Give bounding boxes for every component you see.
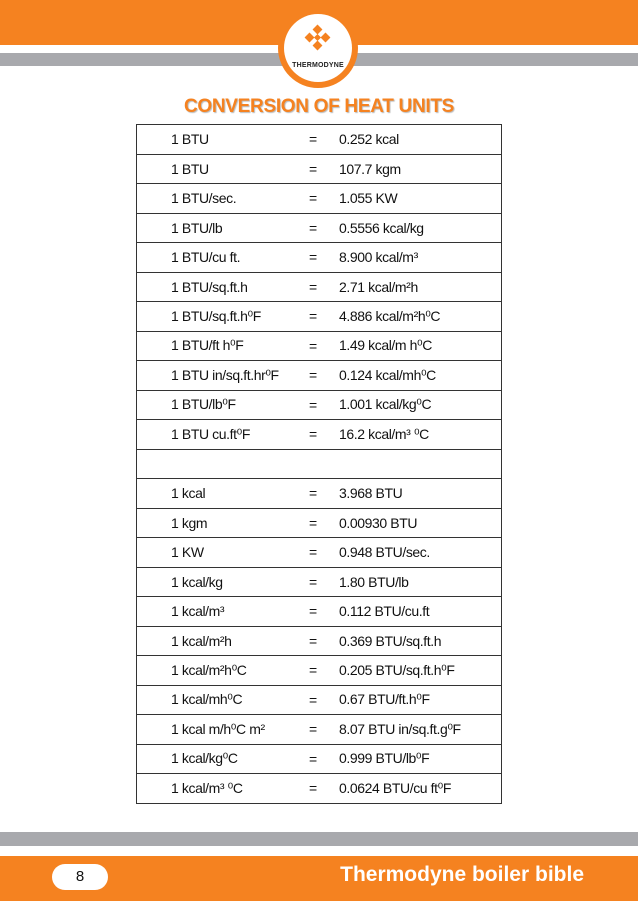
row-left-unit: 1 BTU cu.ft⁰F — [137, 420, 310, 450]
table-row — [137, 125, 502, 155]
table-row — [137, 479, 502, 509]
row-right-value: 0.948 BTU/sec. — [339, 538, 502, 568]
thermodyne-logo — [278, 8, 358, 88]
table-row-spacer — [137, 449, 502, 479]
row-right-value: 0.252 kcal — [339, 125, 502, 155]
row-equals: = — [309, 597, 339, 627]
row-right-value: 8.07 BTU in/sq.ft.g⁰F — [339, 715, 502, 745]
row-left-unit: 1 kcal/m²h — [137, 626, 310, 656]
table-row — [137, 154, 502, 184]
row-left-unit: 1 BTU/lb⁰F — [137, 390, 310, 420]
row-right-value: 0.67 BTU/ft.h⁰F — [339, 685, 502, 715]
row-equals: = — [309, 243, 339, 273]
row-equals: = — [309, 479, 339, 509]
table-row — [137, 774, 502, 804]
row-equals: = — [309, 125, 339, 155]
row-left-unit: 1 BTU in/sq.ft.hr⁰F — [137, 361, 310, 391]
page-title: CONVERSION OF HEAT UNITS — [183, 96, 455, 117]
table-row — [137, 538, 502, 568]
row-equals: = — [309, 361, 339, 391]
table-row — [137, 656, 502, 686]
table-row — [137, 597, 502, 627]
table-row — [137, 272, 502, 302]
row-right-value: 1.001 kcal/kg⁰C — [339, 390, 502, 420]
row-left-unit: 1 kcal/mh⁰C — [137, 685, 310, 715]
row-equals — [309, 449, 339, 479]
row-right-value: 0.999 BTU/lb⁰F — [339, 744, 502, 774]
row-left-unit: 1 BTU/cu ft. — [137, 243, 310, 273]
row-equals: = — [309, 420, 339, 450]
row-right-value: 0.112 BTU/cu.ft — [339, 597, 502, 627]
row-equals: = — [309, 302, 339, 332]
row-left-unit: 1 BTU/sq.ft.h — [137, 272, 310, 302]
table-row — [137, 361, 502, 391]
conversion-table — [136, 124, 502, 804]
row-left-unit: 1 kcal/m²h⁰C — [137, 656, 310, 686]
table-row — [137, 626, 502, 656]
row-equals: = — [309, 213, 339, 243]
row-right-value: 1.055 KW — [339, 184, 502, 214]
table-row — [137, 567, 502, 597]
row-left-unit: 1 kgm — [137, 508, 310, 538]
table-row — [137, 715, 502, 745]
table-row — [137, 213, 502, 243]
row-right-value: 0.00930 BTU — [339, 508, 502, 538]
row-equals: = — [309, 272, 339, 302]
row-right-value: 0.0624 BTU/cu ft⁰F — [339, 774, 502, 804]
row-left-unit: 1 kcal/m³ — [137, 597, 310, 627]
row-equals: = — [309, 656, 339, 686]
row-right-value: 8.900 kcal/m³ — [339, 243, 502, 273]
row-equals: = — [309, 538, 339, 568]
row-equals: = — [309, 685, 339, 715]
row-left-unit: 1 BTU/sec. — [137, 184, 310, 214]
row-equals: = — [309, 567, 339, 597]
row-left-unit — [137, 449, 310, 479]
table-row — [137, 685, 502, 715]
table-row — [137, 390, 502, 420]
row-equals: = — [309, 184, 339, 214]
footer-book-title: Thermodyne boiler bible — [340, 863, 584, 886]
row-equals: = — [309, 774, 339, 804]
table-row — [137, 508, 502, 538]
row-left-unit: 1 KW — [137, 538, 310, 568]
diamond-logo-icon — [284, 14, 352, 62]
row-equals: = — [309, 626, 339, 656]
row-right-value: 1.80 BTU/lb — [339, 567, 502, 597]
table-row — [137, 744, 502, 774]
logo-text: THERMODYNE — [292, 62, 344, 69]
row-equals: = — [309, 331, 339, 361]
page-number: 8 — [52, 864, 108, 890]
row-left-unit: 1 BTU/ft h⁰F — [137, 331, 310, 361]
row-right-value: 2.71 kcal/m²h — [339, 272, 502, 302]
row-right-value: 0.5556 kcal/kg — [339, 213, 502, 243]
row-equals: = — [309, 508, 339, 538]
row-right-value: 107.7 kgm — [339, 154, 502, 184]
row-right-value: 0.124 kcal/mh⁰C — [339, 361, 502, 391]
row-equals: = — [309, 744, 339, 774]
row-right-value: 3.968 BTU — [339, 479, 502, 509]
row-left-unit: 1 BTU — [137, 125, 310, 155]
row-left-unit: 1 kcal — [137, 479, 310, 509]
table-row — [137, 331, 502, 361]
row-left-unit: 1 kcal/m³ ⁰C — [137, 774, 310, 804]
table-row — [137, 243, 502, 273]
table-row — [137, 302, 502, 332]
row-right-value: 0.369 BTU/sq.ft.h — [339, 626, 502, 656]
row-equals: = — [309, 390, 339, 420]
row-left-unit: 1 kcal/kg — [137, 567, 310, 597]
row-left-unit: 1 BTU/lb — [137, 213, 310, 243]
row-right-value: 1.49 kcal/m h⁰C — [339, 331, 502, 361]
row-left-unit: 1 kcal m/h⁰C m² — [137, 715, 310, 745]
row-equals: = — [309, 154, 339, 184]
row-left-unit: 1 BTU — [137, 154, 310, 184]
row-right-value: 4.886 kcal/m²h⁰C — [339, 302, 502, 332]
footer-gray-band — [0, 832, 638, 846]
table-row — [137, 420, 502, 450]
row-right-value: 16.2 kcal/m³ ⁰C — [339, 420, 502, 450]
row-left-unit: 1 kcal/kg⁰C — [137, 744, 310, 774]
row-equals: = — [309, 715, 339, 745]
table-row — [137, 184, 502, 214]
row-right-value — [339, 449, 502, 479]
row-right-value: 0.205 BTU/sq.ft.h⁰F — [339, 656, 502, 686]
row-left-unit: 1 BTU/sq.ft.h⁰F — [137, 302, 310, 332]
